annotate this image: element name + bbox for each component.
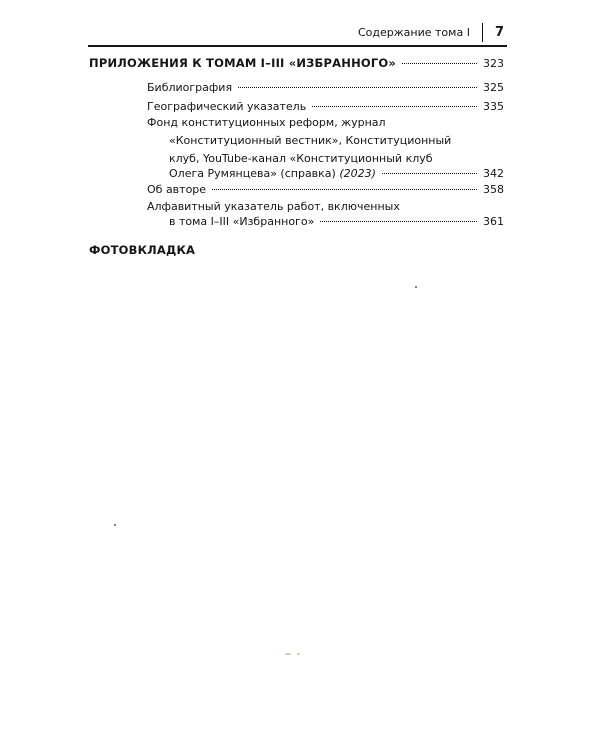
header-rule (88, 45, 507, 47)
section-page: 323 (483, 57, 504, 70)
page-number: 7 (494, 25, 504, 40)
section-title: ПРИЛОЖЕНИЯ К ТОМАМ I–III «ИЗБРАННОГО» (89, 56, 397, 70)
toc-entry-page: 342 (483, 167, 504, 180)
running-head-title: Содержание тома I (358, 26, 470, 39)
dot-leader (382, 173, 477, 174)
toc-entry-year: (2023) (339, 167, 376, 180)
dot-leader (312, 106, 477, 107)
toc-entry-page: 335 (483, 100, 504, 113)
toc-entry-page: 325 (483, 81, 504, 94)
scan-smudge (285, 653, 291, 655)
toc-entry-title-line: в тома I–III «Избранного» (169, 215, 315, 228)
toc-entry-title-line: Фонд конституционных реформ, журнал (147, 116, 386, 129)
toc-entry-foundation-lines (147, 114, 451, 168)
scan-speck (415, 286, 417, 288)
scan-smudge (297, 653, 300, 655)
toc-entry-foundation-last-line (169, 166, 504, 181)
toc-entry-title-text: Олега Румянцева» (справка) (169, 167, 336, 180)
toc-entry-title: Об авторе (147, 183, 207, 196)
running-head (358, 23, 504, 42)
dot-leader (238, 87, 477, 88)
toc-entry-title-line (169, 166, 376, 181)
toc-entry-about-author (147, 182, 504, 197)
toc-entry-alphabetical-index-last-line (169, 214, 504, 229)
toc-entry-title-line: Алфавитный указатель работ, включенных (147, 200, 400, 213)
scan-speck (114, 524, 116, 526)
toc-entry-title: Библиография (147, 81, 233, 94)
toc-entry-page: 361 (483, 215, 504, 228)
dot-leader (402, 63, 477, 64)
dot-leader (212, 189, 477, 190)
dot-leader (320, 221, 477, 222)
toc-entry-page: 358 (483, 183, 504, 196)
toc-entry-title-line: «Конституционный вестник», Конституционный (169, 134, 452, 147)
toc-entry-bibliography (147, 80, 504, 95)
photo-insert-heading: ФОТОВКЛАДКА (89, 243, 196, 257)
toc-section-heading (89, 56, 504, 71)
running-head-separator (482, 23, 483, 42)
toc-entry-geographic-index (147, 99, 504, 114)
toc-entry-title: Географический указатель (147, 100, 307, 113)
toc-entry-title-line: клуб, YouTube-канал «Конституционный клуб (169, 152, 433, 165)
